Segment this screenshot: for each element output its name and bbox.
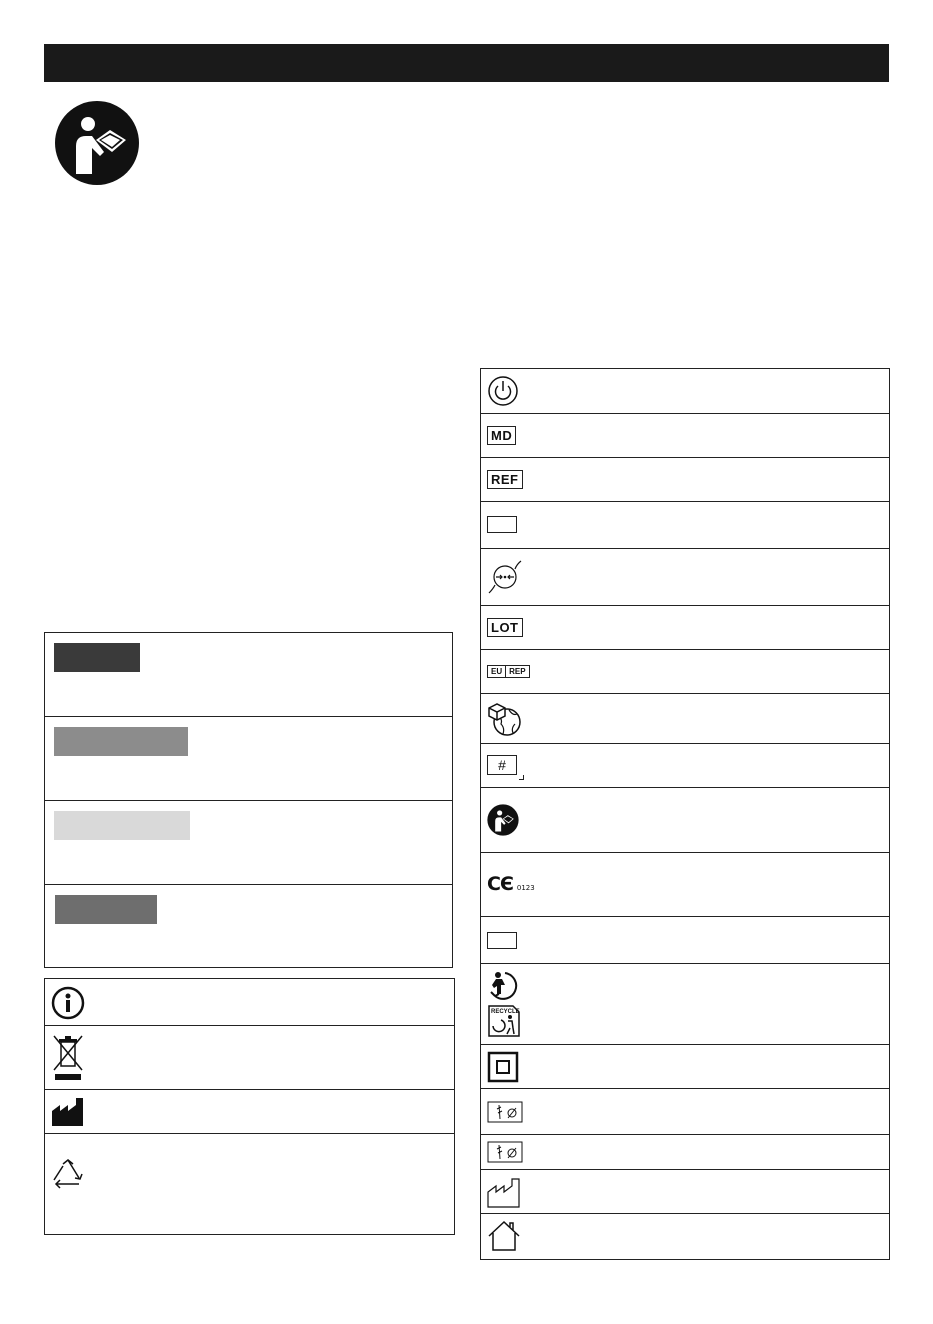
model-corner-mark [519,775,524,780]
recycle-text: RECYCLE [491,1009,520,1015]
right-row-model [481,744,889,788]
right-row-lot [481,606,889,650]
triman-icon [487,970,521,1000]
danger-label-swatch [54,643,140,672]
md-symbol: MD [487,426,516,445]
read-manual-icon [54,100,140,186]
date-of-manufacture-icon [487,1178,523,1208]
signal-row-danger [45,633,452,717]
rep-label: REP [509,667,526,676]
right-row-ec-rep [481,650,889,694]
ec-rep-symbol [487,665,530,678]
recycle-icon [51,1158,85,1192]
power-icon [487,375,519,407]
warning-label-swatch [54,727,188,756]
right-row-home-use [481,1214,889,1259]
left-row-info [45,979,454,1026]
read-manual-small-icon [487,804,519,836]
ref-symbol: REF [487,470,523,489]
right-row-manufacture-date [481,1170,889,1214]
signal-word-table [44,632,453,968]
right-row-md [481,414,889,458]
right-row-manual [481,788,889,853]
weee-bin-icon [53,1034,83,1084]
info-icon [51,986,85,1020]
right-row-blank-1 [481,502,889,549]
home-use-icon [487,1220,521,1252]
right-row-importer [481,694,889,744]
lot-symbol: LOT [487,618,523,637]
signal-row-caution [45,801,452,885]
right-row-class2 [481,1045,889,1089]
right-row-triman [481,964,889,1045]
tubing-connector-icon [487,559,523,595]
signal-row-notice [45,885,452,967]
right-row-power [481,369,889,414]
model-number-symbol: # [487,755,517,775]
signal-row-warning [45,717,452,801]
right-row-tube [481,549,889,606]
class-ii-icon [487,1051,519,1083]
humidity-limit-icon [487,1101,523,1123]
right-row-ce [481,853,889,917]
recycle-info-icon [487,1004,521,1038]
notified-body-number: 0123 [516,884,535,892]
right-row-humidity-2 [481,1135,889,1170]
right-row-humidity-1 [481,1089,889,1135]
header-bar [44,44,889,82]
right-row-ref [481,458,889,502]
humidity-limit-icon-2 [487,1141,523,1163]
ce-mark-symbol: CЄ 0123 [487,873,535,895]
manufacturer-icon [51,1097,85,1127]
blank-box-symbol-2 [487,932,517,949]
left-row-manufacturer [45,1090,454,1134]
blank-box-symbol [487,516,517,533]
left-row-weee [45,1026,454,1090]
notice-label-swatch [55,895,157,924]
left-row-recycle [45,1134,454,1234]
right-symbol-table [480,368,890,1260]
caution-label-swatch [54,811,190,840]
left-symbol-table [44,978,455,1235]
importer-globe-icon [487,700,523,738]
eu-label: EU [488,666,506,677]
right-row-blank-2 [481,917,889,964]
